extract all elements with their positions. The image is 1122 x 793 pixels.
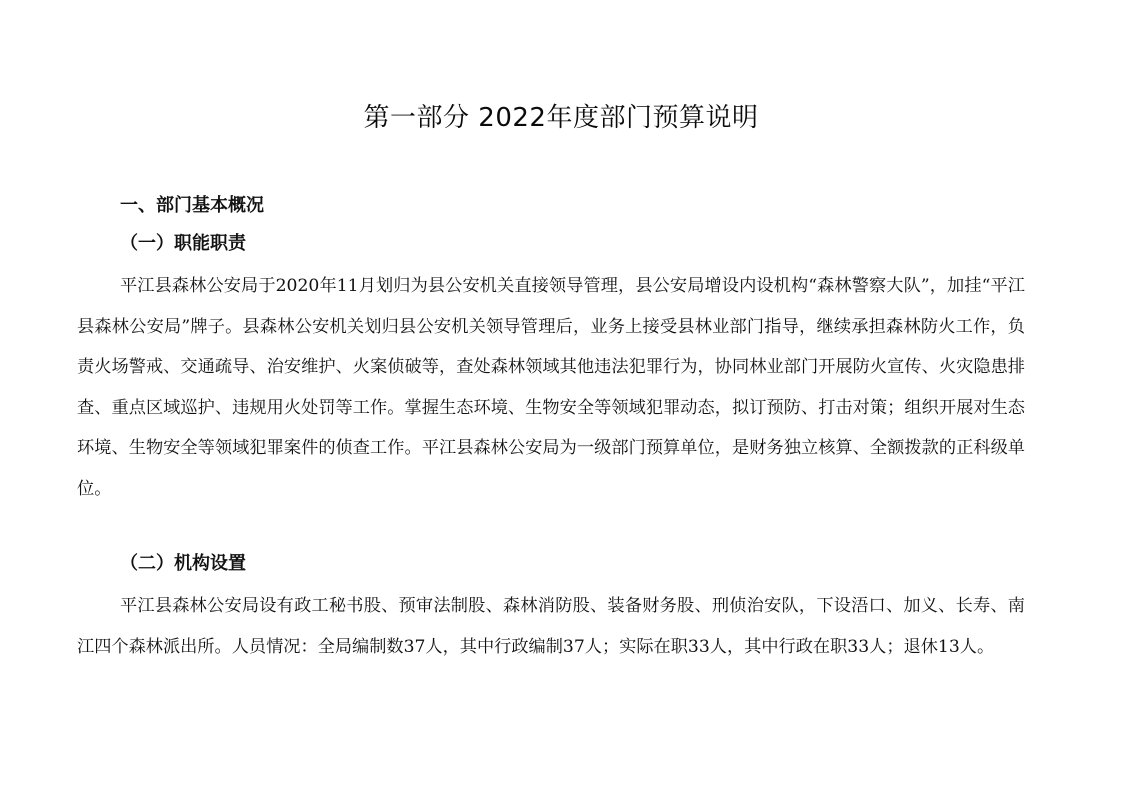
subsection-heading-organization: （二）机构设置 [120,553,246,574]
paragraph-organization: 平江县森林公安局设有政工秘书股、预审法制股、森林消防股、装备财务股、刑侦治安队，下设浯口、加义、长寿、南江四个森林派出所。人员情况：全局编制数37人，其中行政编制37人；实际在职33人，其中行政在职33人；退休13人。 [77,596,1025,657]
subsection-heading-functions: （一）职能职责 [120,233,246,254]
page-title: 第一部分 2022年度部门预算说明 [363,103,759,133]
paragraph-functions: 平江县森林公安局于2020年11月划归为县公安机关直接领导管理，县公安局增设内设机构“森林警察大队”，加挂“平江县森林公安局”牌子。县森林公安机关划归县公安机关领导管理后，业务上接受县林业部门指导，继续承担森林防火工作，负责火场警戒、交通疏导、治安维护、火案侦破等，查处森林领域其他违法犯罪行为，协同林业部门开展防火宣传、火灾隐患排查、重点区域巡护、违规用火处罚等工作。掌握生态环境、生物安全等领域犯罪动态，拟订预防、打击对策；组织开展对生态环境、生物安全等领域犯罪案件的侦查工作。平江县森林公安局为一级部门预算单位，是财务独立核算、全额拨款的正科级单位。 [77,276,1025,499]
section-heading-basic-overview: 一、部门基本概况 [120,195,264,216]
